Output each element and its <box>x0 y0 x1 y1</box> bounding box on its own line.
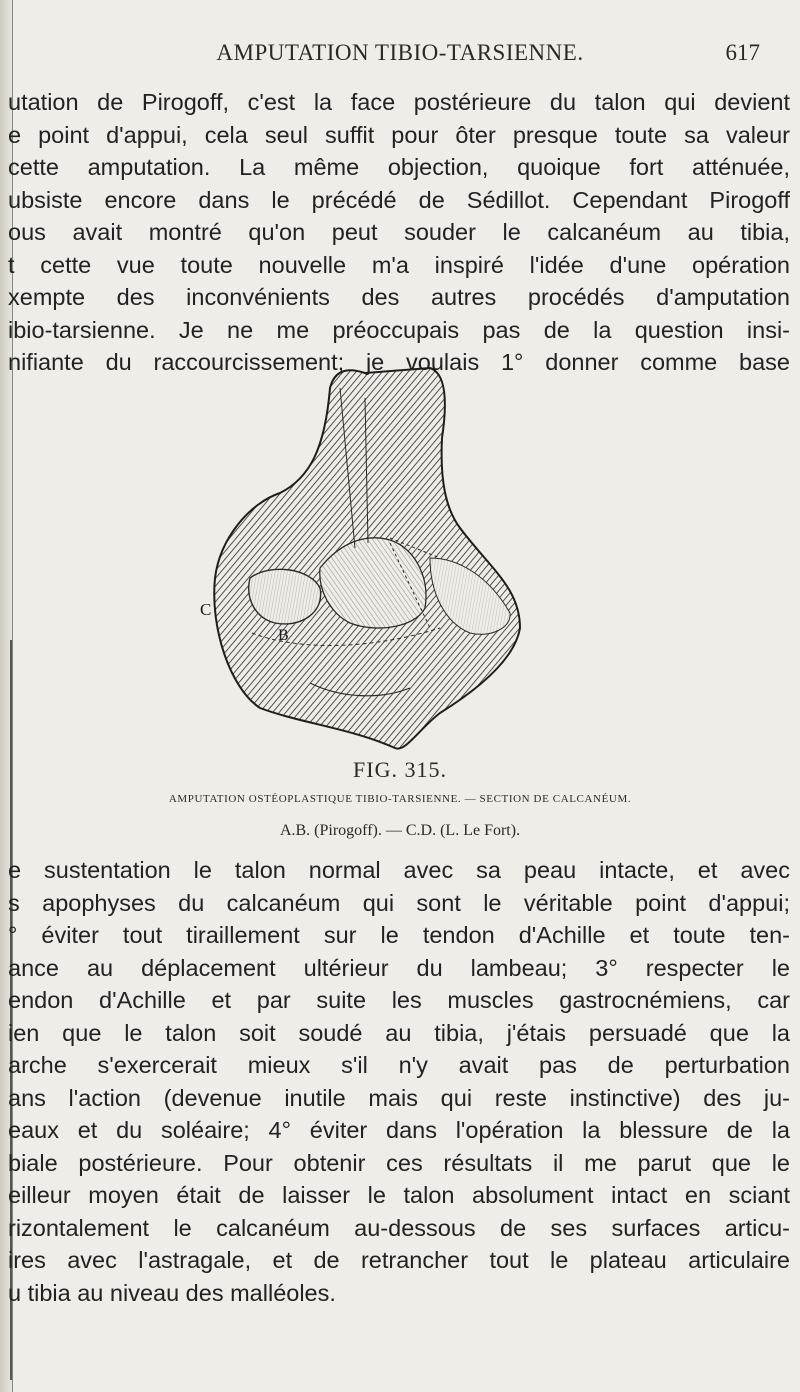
text-line: t cette vue toute nouvelle m'a inspiré l'idée d'une opération <box>8 251 790 278</box>
figure-label-c: C <box>200 600 212 619</box>
text-line: ubsiste encore dans le précédé de Sédillot. Cependant Pirogoff <box>8 186 790 213</box>
text-line: nifiante du raccourcissement; je voulais 1° donner comme base <box>8 349 790 375</box>
text-line: eaux et du soléaire; 4° éviter dans l'opération la blessure de la <box>8 1117 790 1143</box>
text-line: ° éviter tout tiraillement sur le tendon d'Achille et toute ten- <box>8 922 790 948</box>
text-line: ous avait montré qu'on peut souder le calcanéum au tibia, <box>8 219 790 245</box>
text-line: ance au déplacement ultérieur du lambeau; 3° respecter le <box>8 954 790 981</box>
paragraph-bottom <box>8 854 790 1309</box>
text-line: ien que le talon soit soudé au tibia, j'étais persuadé que la <box>8 1019 790 1046</box>
page-number: 617 <box>725 40 760 65</box>
text-line: ires avec l'astragale, et de retrancher tout le plateau articulaire <box>8 1247 790 1273</box>
text-line: ibio-tarsienne. Je ne me préoccupais pas de la question insi- <box>8 316 790 343</box>
figure-subcaption: AMPUTATION OSTÉOPLASTIQUE TIBIO-TARSIENNE. — SECTION DE CALCANÉUM. <box>168 793 632 805</box>
text-line: e sustentation le talon normal avec sa peau intacte, et avec <box>8 857 790 883</box>
text-line: eilleur moyen était de laisser le talon absolument intact en sciant <box>8 1182 790 1208</box>
text-line: rizontalement le calcanéum au-dessous de ses surfaces articu- <box>8 1214 790 1241</box>
text-line: ans l'action (devenue inutile mais qui reste instinctive) des ju- <box>8 1084 790 1111</box>
text-line: xempte des inconvénients des autres procédés d'amputation <box>8 284 790 310</box>
text-line: u tibia au niveau des malléoles. <box>8 1279 336 1306</box>
text-line: utation de Pirogoff, c'est la face postérieure du talon qui devient <box>8 89 790 115</box>
figure-label-b: B <box>278 627 289 644</box>
text-line: s apophyses du calcanéum qui sont le véritable point d'appui; <box>8 889 790 916</box>
text-line: biale postérieure. Pour obtenir ces résultats il me parut que le <box>8 1149 790 1176</box>
text-line: arche s'exercerait mieux s'il n'y avait pas de perturbation <box>8 1052 790 1078</box>
text-line: cette amputation. La même objection, quoique fort atténuée, <box>8 154 790 180</box>
text-line: e point d'appui, cela seul suffit pour ôter presque toute sa valeur <box>8 121 790 148</box>
text-line: endon d'Achille et par suite les muscles gastrocnémiens, car <box>8 987 790 1013</box>
figure-credit: A.B. (Pirogoff). — C.D. (L. Le Fort). <box>279 822 521 839</box>
figure-caption: FIG. 315. <box>353 757 447 782</box>
running-head <box>0 40 800 70</box>
running-title: AMPUTATION TIBIO-TARSIENNE. <box>216 40 584 65</box>
foot-section-illustration <box>190 328 590 753</box>
